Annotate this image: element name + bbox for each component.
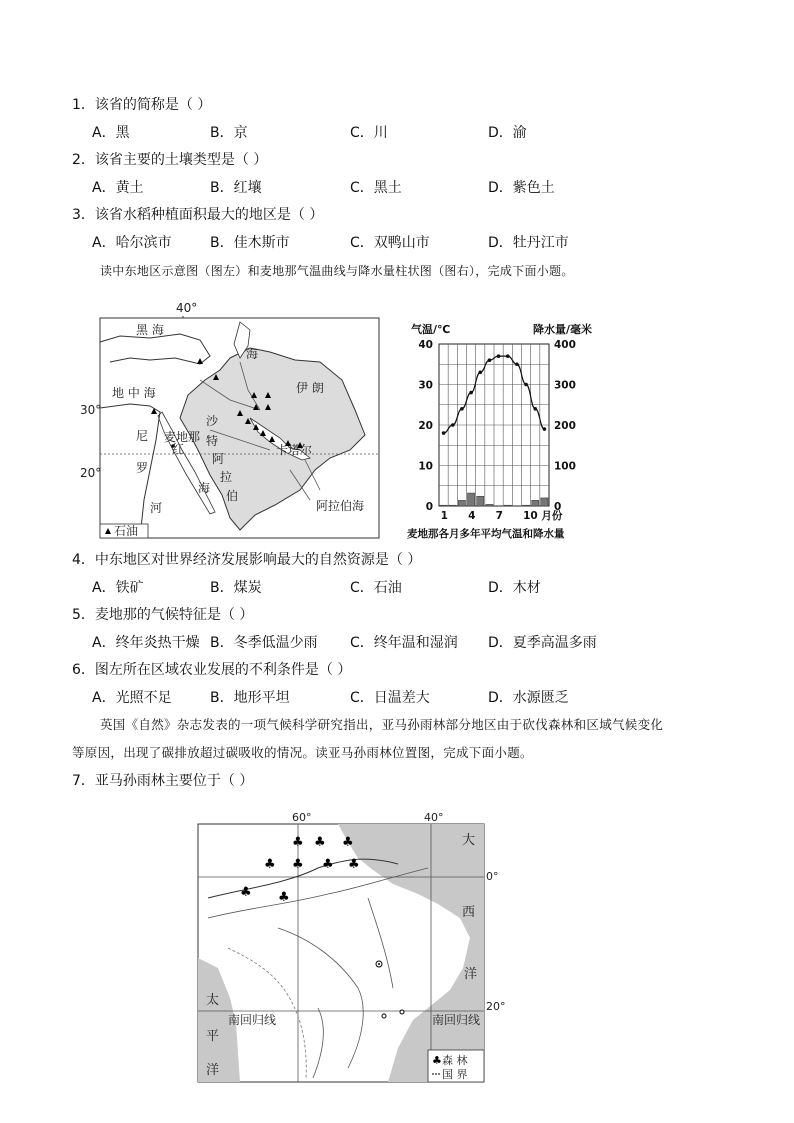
climate-chart bbox=[405, 318, 593, 543]
lon-40-label: 40° bbox=[176, 301, 198, 315]
lon-60-label: 60° bbox=[292, 811, 312, 824]
option-c[interactable]: C．黑土 bbox=[350, 180, 402, 196]
y-right-tick: 0 bbox=[554, 501, 562, 513]
legend-oil-label: 石油 bbox=[114, 524, 139, 538]
precip-bar bbox=[458, 500, 465, 506]
option-b[interactable]: B．佳木斯市 bbox=[210, 235, 290, 251]
precip-bar bbox=[486, 504, 493, 506]
qatar-label: 卡塔尔 bbox=[276, 443, 313, 457]
red-sea-label: 红 bbox=[172, 442, 185, 456]
forest-icon: ♣ bbox=[348, 857, 360, 872]
mideast-map bbox=[80, 300, 385, 542]
precip-bar bbox=[440, 505, 447, 506]
temp-point bbox=[543, 427, 547, 431]
temp-point bbox=[533, 407, 537, 411]
forest-icon: ♣ bbox=[240, 885, 252, 900]
y-right-tick: 300 bbox=[554, 379, 576, 392]
intro-amazon-line-1: 英国《自然》杂志发表的一项气候科学研究指出，亚马孙雨林部分地区由于砍伐森林和区域气候变化 bbox=[100, 717, 664, 732]
medina-label: 麦地那 bbox=[164, 430, 201, 444]
question-5-stem: 5．麦地那的气候特征是（ ） bbox=[72, 607, 254, 623]
x-tick: 1 bbox=[440, 510, 448, 522]
pacific-label-3: 洋 bbox=[206, 1063, 220, 1078]
pacific-label-1: 太 bbox=[206, 993, 220, 1008]
option-a[interactable]: A．黄土 bbox=[92, 180, 144, 196]
option-c[interactable]: C．双鸭山市 bbox=[350, 235, 430, 251]
temp-point bbox=[497, 354, 501, 358]
y-right-tick: 200 bbox=[554, 420, 576, 432]
option-a[interactable]: A．铁矿 bbox=[92, 580, 144, 596]
sea-label: 海 bbox=[246, 347, 259, 361]
intro-mideast: 读中东地区示意图（图左）和麦地那气温曲线与降水量柱状图（图右），完成下面小题。 bbox=[100, 264, 574, 278]
option-d[interactable]: D．木材 bbox=[488, 580, 541, 596]
x-tick: 4 bbox=[468, 510, 476, 522]
sea-label-2: 海 bbox=[198, 481, 211, 495]
y-left-tick: 10 bbox=[418, 460, 433, 473]
temp-point bbox=[524, 383, 528, 387]
forest-icon: ♣ bbox=[322, 857, 334, 872]
x-tick: 10 月份 bbox=[523, 510, 563, 522]
lat-0-label: 0° bbox=[486, 870, 499, 883]
legend-border-label: 国 界 bbox=[442, 1068, 468, 1081]
precip-bar bbox=[477, 496, 484, 506]
option-a[interactable]: A．哈尔滨市 bbox=[92, 235, 172, 251]
question-3-stem: 3．该省水稻种植面积最大的地区是（ ） bbox=[72, 207, 324, 223]
iran-label: 伊 朗 bbox=[296, 381, 324, 395]
mediterranean-label: 地 中 海 bbox=[112, 386, 156, 400]
temp-point bbox=[469, 391, 473, 395]
precip-bar bbox=[449, 505, 456, 506]
option-b[interactable]: B．地形平坦 bbox=[210, 690, 290, 706]
city-point bbox=[382, 1014, 386, 1018]
option-d[interactable]: D．水源匮乏 bbox=[488, 690, 569, 706]
tropic-right-label: 南回归线 bbox=[432, 1013, 481, 1027]
option-c[interactable]: C．川 bbox=[350, 125, 388, 141]
lat-30-label: 30° bbox=[80, 403, 102, 417]
question-6-stem: 6．图左所在区域农业发展的不利条件是（ ） bbox=[72, 662, 352, 678]
atlantic-label-2: 西 bbox=[462, 905, 476, 920]
temp-point bbox=[451, 423, 455, 427]
legend-forest-label: 森 林 bbox=[442, 1054, 468, 1067]
nile-label-1: 尼 bbox=[136, 429, 149, 443]
forest-icon: ♣ bbox=[342, 835, 354, 850]
lat-20-label: 20° bbox=[80, 466, 102, 480]
temp-point bbox=[460, 407, 464, 411]
atlantic-label-1: 大 bbox=[462, 833, 476, 848]
question-2-stem: 2．该省主要的土壤类型是（ ） bbox=[72, 152, 268, 168]
saudi-label-5: 伯 bbox=[226, 489, 239, 503]
lon-40-label: 40° bbox=[424, 811, 444, 824]
forest-icon: ♣ bbox=[264, 857, 276, 872]
option-b[interactable]: B．京 bbox=[210, 125, 248, 141]
option-d[interactable]: D．牡丹江市 bbox=[488, 235, 569, 251]
nile-label-2: 罗 bbox=[136, 461, 149, 475]
option-a[interactable]: A．光照不足 bbox=[92, 690, 172, 706]
y-left-tick: 0 bbox=[425, 501, 433, 513]
y-left-tick: 40 bbox=[418, 339, 433, 351]
forest-icon: ♣ bbox=[314, 835, 326, 850]
option-b[interactable]: B．煤炭 bbox=[210, 580, 262, 596]
option-c[interactable]: C．终年温和湿润 bbox=[350, 635, 458, 651]
temp-point bbox=[478, 371, 482, 375]
option-d[interactable]: D．渝 bbox=[488, 125, 527, 141]
question-1-stem: 1．该省的简称是（ ） bbox=[72, 97, 212, 113]
arabian-sea-label: 阿拉伯海 bbox=[316, 499, 365, 513]
option-a[interactable]: A．黑 bbox=[92, 125, 130, 141]
legend-forest-icon: ♣ bbox=[432, 1054, 442, 1067]
option-c[interactable]: C．日温差大 bbox=[350, 690, 430, 706]
precip-bar bbox=[504, 505, 511, 506]
saudi-label-2: 特 bbox=[206, 434, 219, 448]
option-d[interactable]: D．夏季高温多雨 bbox=[488, 635, 597, 651]
option-b[interactable]: B．红壤 bbox=[210, 180, 262, 196]
tropic-left-label: 南回归线 bbox=[228, 1013, 277, 1027]
forest-icon: ♣ bbox=[292, 857, 304, 872]
y-right-label: 降水量/毫米 bbox=[533, 323, 593, 336]
x-tick: 7 bbox=[495, 510, 503, 522]
question-7-stem: 7．亚马孙雨林主要位于（ ） bbox=[72, 773, 254, 789]
forest-icon: ♣ bbox=[278, 890, 290, 905]
forest-icon: ♣ bbox=[292, 835, 304, 850]
saudi-label-4: 拉 bbox=[220, 470, 233, 484]
nile-label-3: 河 bbox=[150, 501, 163, 515]
saudi-label-3: 阿 bbox=[212, 452, 225, 466]
y-left-tick: 20 bbox=[418, 420, 433, 432]
temp-point bbox=[488, 358, 492, 362]
option-a[interactable]: A．终年炎热干燥 bbox=[92, 635, 200, 651]
y-left-tick: 30 bbox=[418, 379, 433, 392]
precip-bar bbox=[523, 505, 530, 506]
lat-20-label: 20° bbox=[486, 1000, 506, 1013]
temp-point bbox=[506, 354, 510, 358]
precip-bar bbox=[541, 498, 548, 506]
option-c[interactable]: C．石油 bbox=[350, 580, 402, 596]
question-4-stem: 4．中东地区对世界经济发展影响最大的自然资源是（ ） bbox=[72, 552, 422, 568]
pacific-label-2: 平 bbox=[206, 1029, 220, 1044]
precip-bar bbox=[468, 493, 475, 506]
temp-point bbox=[442, 431, 446, 435]
city-point bbox=[400, 1010, 404, 1014]
saudi-label-1: 沙 bbox=[206, 414, 219, 428]
intro-amazon-line-2: 等原因，出现了碳排放超过碳吸收的情况。读亚马孙雨林位置图，完成下面小题。 bbox=[72, 745, 533, 760]
y-right-tick: 400 bbox=[554, 339, 576, 351]
amazon-map bbox=[188, 808, 506, 1088]
black-sea-label: 黑 海 bbox=[136, 323, 164, 337]
y-right-tick: 100 bbox=[554, 460, 576, 473]
atlantic-label-3: 洋 bbox=[464, 967, 478, 982]
chart-title: 麦地那各月多年平均气温和降水量 bbox=[407, 528, 565, 540]
y-left-label: 气温/℃ bbox=[411, 323, 451, 336]
temp-point bbox=[515, 362, 519, 366]
option-b[interactable]: B．冬季低温少雨 bbox=[210, 635, 318, 651]
option-d[interactable]: D．紫色土 bbox=[488, 180, 555, 196]
precip-bar bbox=[532, 500, 539, 506]
